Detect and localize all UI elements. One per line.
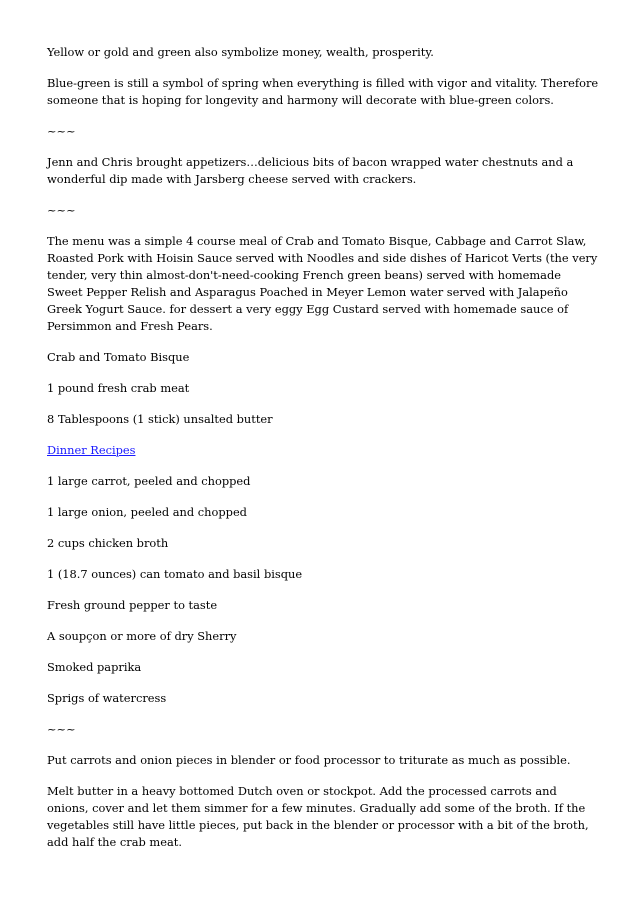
- paragraph-color-meaning-gold: Yellow or gold and green also symbolize money, wealth, prosperity.: [47, 45, 434, 59]
- document-page: [47, 44, 599, 865]
- ingredient-item: 2 cups chicken broth: [47, 536, 169, 550]
- ingredient-item: Sprigs of watercress: [47, 691, 167, 705]
- ingredient-item: 1 large carrot, peeled and chopped: [47, 474, 251, 488]
- ingredient-item: Fresh ground pepper to taste: [47, 598, 218, 612]
- dinner-recipes-link-line: [47, 442, 599, 459]
- ingredient-item: 1 pound fresh crab meat: [47, 381, 190, 395]
- paragraph-color-meaning-blue-green: Blue-green is still a symbol of spring when everything is filled with vigor and vitality. Therefore someone that is hoping for longevity and harmony will decorate with blue-green colors.: [47, 76, 599, 107]
- ingredient-item: Smoked paprika: [47, 660, 142, 674]
- paragraph-menu: The menu was a simple 4 course meal of Crab and Tomato Bisque, Cabbage and Carrot Slaw, Roasted Pork with Hoisin Sauce served with Noodles and side dishes of Haricot Verts (the very tender, very thin almost-don't-need-cooking French green beans) served with homemade Sweet Pepper Relish and Asparagus Poached in Meyer Lemon water served with Jalapeño Greek Yogurt Sauce. for dessert a very eggy Egg Custard served with homemade sauce of Persimmon and Fresh Pears.: [47, 234, 598, 333]
- ingredient-item: 8 Tablespoons (1 stick) unsalted butter: [47, 412, 273, 426]
- instruction-step: Melt butter in a heavy bottomed Dutch oven or stockpot. Add the processed carrots and onions, cover and let them simmer for a few minutes. Gradually add some of the broth. If the vegetables still have little pieces, put back in the blender or processor with a bit of the broth, add half the crab meat.: [47, 784, 589, 849]
- section-divider: ~~~: [47, 722, 76, 736]
- instruction-step: Put carrots and onion pieces in blender or food processor to triturate as much as possible.: [47, 753, 571, 767]
- recipe-title: Crab and Tomato Bisque: [47, 350, 190, 364]
- section-divider: ~~~: [47, 203, 76, 217]
- ingredient-item: 1 large onion, peeled and chopped: [47, 505, 247, 519]
- ingredient-item: 1 (18.7 ounces) can tomato and basil bisque: [47, 567, 303, 581]
- paragraph-appetizers: Jenn and Chris brought appetizers…delicious bits of bacon wrapped water chestnuts and a wonderful dip made with Jarsberg cheese served with crackers.: [47, 155, 574, 186]
- dinner-recipes-link[interactable]: Dinner Recipes: [47, 443, 136, 457]
- section-divider: ~~~: [47, 124, 76, 138]
- ingredient-item: A soupçon or more of dry Sherry: [47, 629, 237, 643]
